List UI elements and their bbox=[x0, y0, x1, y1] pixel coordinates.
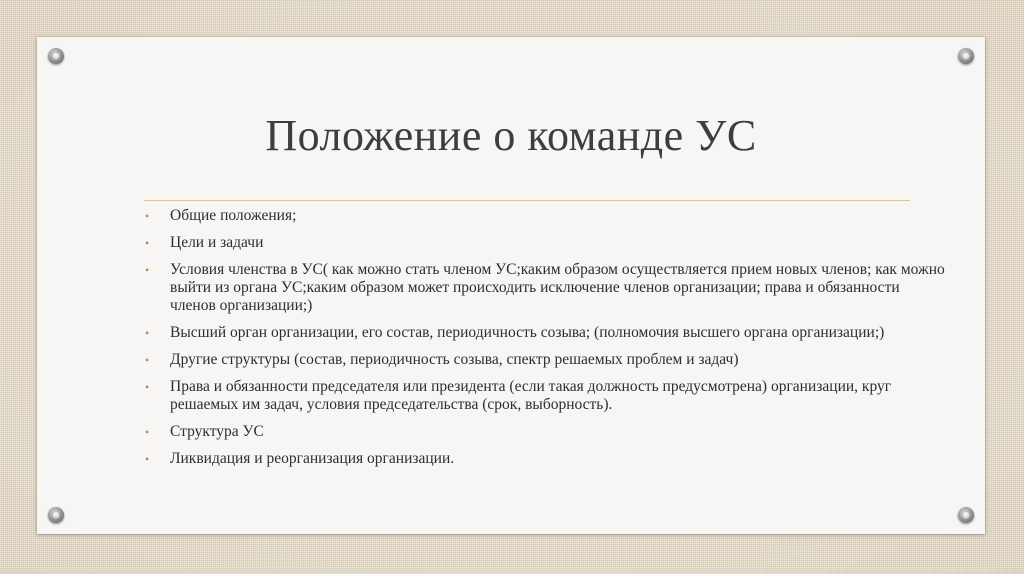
bullet-list bbox=[145, 207, 945, 477]
pushpin-icon bbox=[958, 507, 974, 523]
bullet-item: • Цели и задачи bbox=[145, 234, 945, 252]
title-divider bbox=[144, 200, 910, 201]
slide-card bbox=[37, 37, 985, 534]
pushpin-icon bbox=[48, 48, 64, 64]
pushpin-icon bbox=[958, 48, 974, 64]
bullet-item: • Права и обязанности председателя или президента (если такая должность предусмотрена) организации, круг решаемых им задач, условия председательства (срок, выборность). bbox=[145, 378, 945, 414]
bullet-item: • Общие положения; bbox=[145, 207, 945, 225]
bullet-item: • Ликвидация и реорганизация организации. bbox=[145, 450, 945, 468]
bullet-item: • Условия членства в УС( как можно стать членом УС;каким образом осуществляется прием новых членов; как можно выйти из органа УС;каким образом может происходить исключение членов организации; права и обязанности членов организации;) bbox=[145, 261, 945, 315]
bullet-item: • Структура УС bbox=[145, 423, 945, 441]
bullet-item: • Высший орган организации, его состав, периодичность созыва; (полномочия высшего органа организации;) bbox=[145, 324, 945, 342]
bullet-item: • Другие структуры (состав, периодичность созыва, спектр решаемых проблем и задач) bbox=[145, 351, 945, 369]
pushpin-icon bbox=[48, 507, 64, 523]
slide-title: Положение о команде УС bbox=[265, 111, 757, 160]
